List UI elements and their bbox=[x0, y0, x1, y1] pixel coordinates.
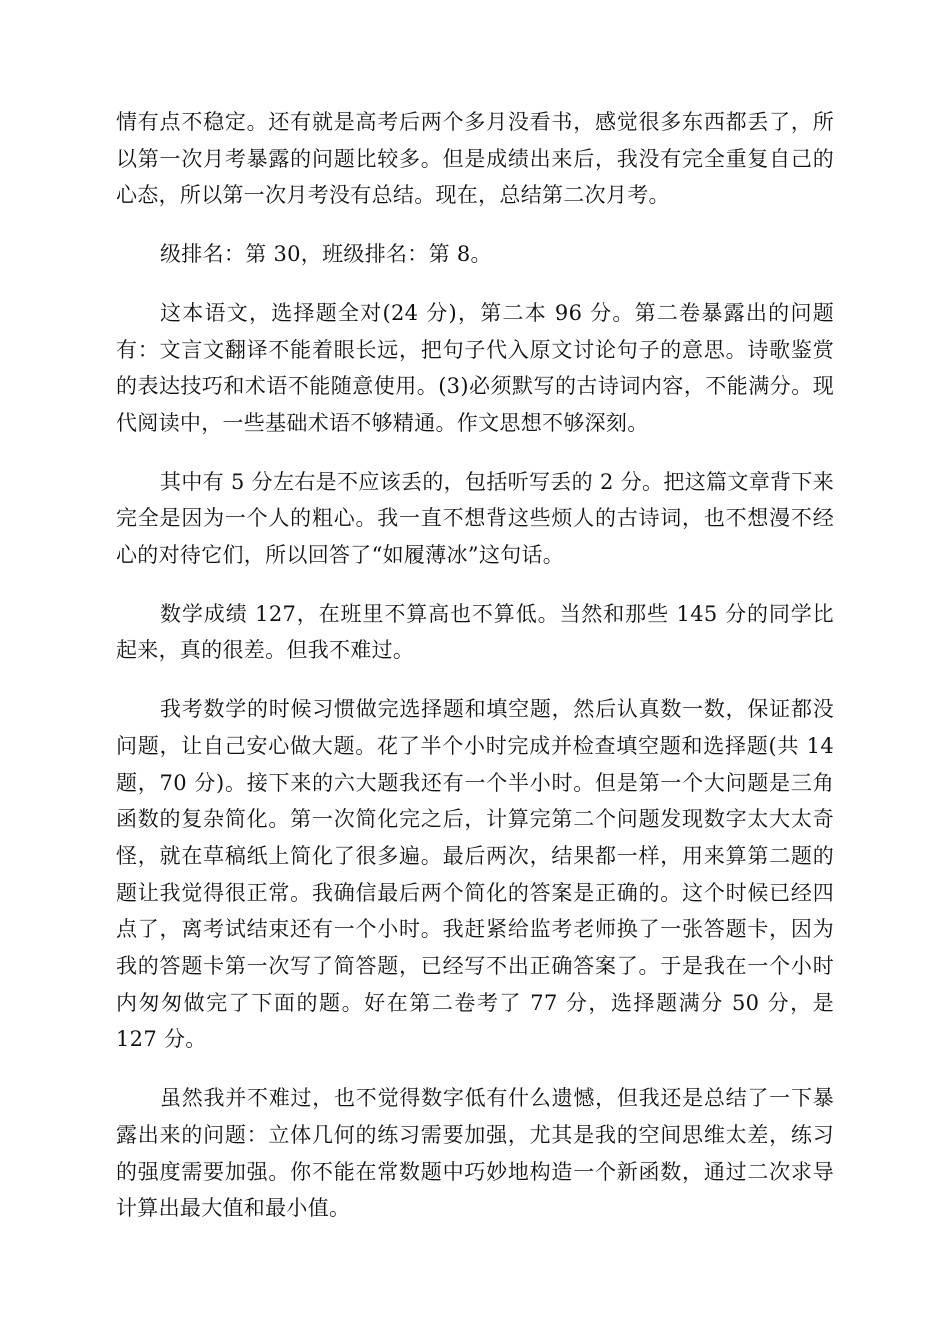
paragraph-math-score: 数学成绩 127，在班里不算高也不算低。当然和那些 145 分的同学比起来，真的很差。但我不难过。 bbox=[116, 601, 834, 663]
paragraph-math-process: 我考数学的时候习惯做完选择题和填空题，然后认真数一数，保证都没问题，让自己安心做大题。花了半个小时完成并检查填空题和选择题(共 14 题，70 分)。接下来的六大题我还有一个半小时。但是第一个大问题是三角函数的复杂简化。第一次简化完之后，计算完第二个问题发现数字太大太奇怪，就在草稿纸上简化了很多遍。最后两次，结果都一样，用来算第二题的题让我觉得很正常。我确信最后两个简化的答案是正确的。这个时候已经四点了，离考试结束还有一个小时。我赶紧给监考老师换了一张答题卡，因为我的答题卡第一次写了简答题，已经写不出正确答案了。于是我在一个小时内匆匆做完了下面的题。好在第二卷考了 77 分，选择题满分 50 分，是 127 分。 bbox=[116, 697, 834, 1052]
paragraph-chinese-exam: 这本语文，选择题全对(24 分)，第二本 96 分。第二卷暴露出的问题有：文言文翻译不能着眼长远，把句子代入原文讨论句子的意思。诗歌鉴赏的表达技巧和术语不能随意使用。(3)必须默写的古诗词内容，不能满分。现代阅读中，一些基础术语不够精通。作文思想不够深刻。 bbox=[116, 300, 834, 435]
paragraph-lost-points: 其中有 5 分左右是不应该丢的，包括听写丢的 2 分。把这篇文章背下来完全是因为一个人的粗心。我一直不想背这些烦人的古诗词，也不想漫不经心的对待它们，所以回答了“如履薄冰”这句话。 bbox=[116, 469, 834, 568]
paragraph-continuation: 情有点不稳定。还有就是高考后两个多月没看书，感觉很多东西都丢了，所以第一次月考暴露的问题比较多。但是成绩出来后，我没有完全重复自己的心态，所以第一次月考没有总结。现在，总结第二次月考。 bbox=[116, 110, 834, 208]
document-page bbox=[116, 104, 834, 1249]
paragraph-math-summary: 虽然我并不难过，也不觉得数字低有什么遗憾，但我还是总结了一下暴露出来的问题：立体几何的练习需要加强，尤其是我的空间思维太差，练习的强度需要加强。你不能在常数题中巧妙地构造一个新函数，通过二次求导计算出最大值和最小值。 bbox=[116, 1086, 834, 1221]
paragraph-ranking: 级排名：第 30，班级排名：第 8。 bbox=[160, 242, 492, 267]
